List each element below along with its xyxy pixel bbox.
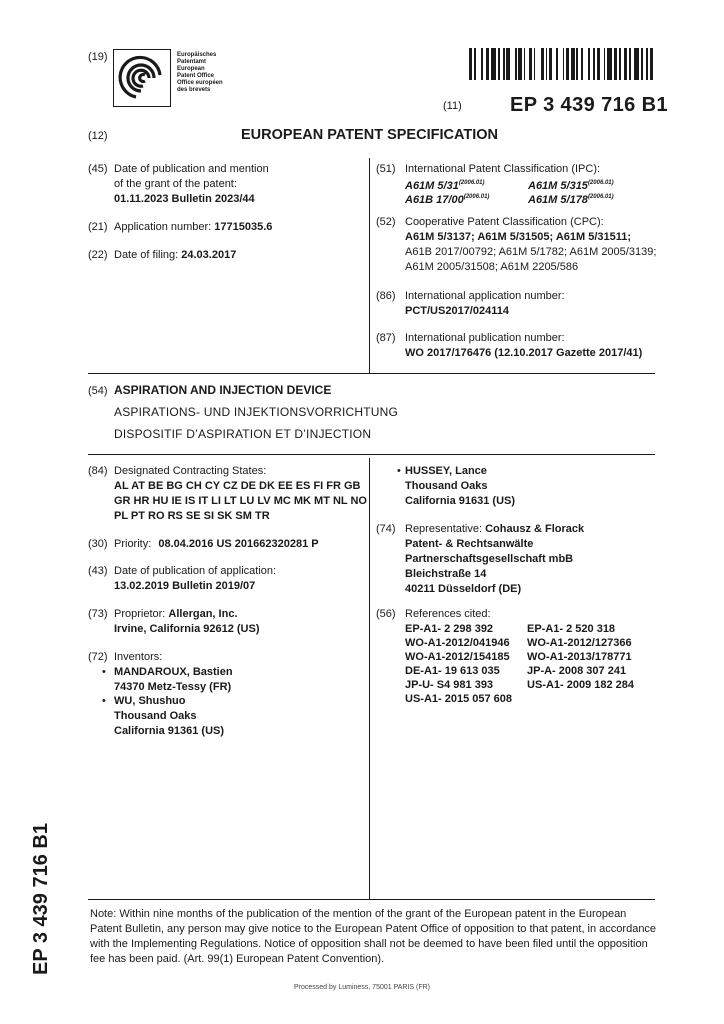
references-label: References cited:	[405, 608, 491, 620]
ipc-class	[405, 190, 489, 208]
intl-publication-label: International publication number:	[405, 332, 565, 344]
epo-logo	[113, 49, 171, 107]
inid-code-56: (56)	[376, 608, 396, 620]
grant-date-label-2: of the grant of the patent:	[114, 178, 237, 190]
inid-code-73: (73)	[88, 608, 108, 620]
inid-code-54: (54)	[88, 385, 108, 397]
office-line: Patentamt	[177, 59, 207, 65]
intl-application-label: International application number:	[405, 290, 565, 302]
proprietor	[114, 607, 238, 622]
intl-publication-value: WO 2017/176476 (12.10.2017 Gazette 2017/41)	[405, 347, 643, 359]
filing-date	[114, 248, 236, 263]
inid-code-74: (74)	[376, 523, 396, 535]
application-number-value: 17715035.6	[214, 221, 273, 233]
office-line: Patent Office	[177, 73, 215, 79]
inid-code-86: (86)	[376, 290, 396, 302]
inventor-name: WU, Shushuo	[114, 695, 186, 707]
ipc-version: (2006.01)	[463, 194, 490, 200]
barcode-bar	[653, 48, 655, 80]
reference-cited: JP-A- 2008 307 241	[527, 665, 627, 677]
section-divider	[88, 899, 655, 900]
epo-logo-icon	[114, 50, 170, 106]
inventor-address: California 91361 (US)	[114, 725, 225, 737]
proprietor-name: Allergan, Inc.	[168, 608, 238, 620]
inid-code-43: (43)	[88, 565, 108, 577]
ipc-class-code: A61M 5/178	[528, 194, 588, 206]
section-divider	[88, 373, 655, 374]
inid-code-12: (12)	[88, 130, 108, 142]
inventor-address: California 91631 (US)	[405, 495, 516, 507]
bullet: •	[397, 465, 401, 477]
inid-code-87: (87)	[376, 332, 396, 344]
designated-states-line: AL AT BE BG CH CY CZ DE DK EE ES FI FR GB	[114, 480, 361, 492]
inid-code-22: (22)	[88, 249, 108, 261]
inventors-label: Inventors:	[114, 651, 163, 663]
priority	[114, 537, 319, 552]
representative-label: Representative:	[405, 523, 483, 535]
representative-name: Cohausz & Florack	[485, 523, 585, 535]
reference-cited: WO-A1-2012/154185	[405, 651, 510, 663]
side-publication-number: EP 3 439 716 B1	[30, 823, 52, 975]
ipc-class	[528, 190, 614, 208]
reference-cited: DE-A1- 19 613 035	[405, 665, 500, 677]
ipc-version: (2006.01)	[587, 180, 614, 186]
inventor-address: 74370 Metz-Tessy (FR)	[114, 681, 232, 693]
reference-cited: US-A1- 2009 182 284	[527, 679, 635, 691]
reference-cited: EP-A1- 2 298 392	[405, 623, 494, 635]
designated-states-label: Designated Contracting States:	[114, 465, 267, 477]
ipc-version: (2006.01)	[458, 180, 485, 186]
inid-code-21: (21)	[88, 221, 108, 233]
intl-application-value: PCT/US2017/024114	[405, 305, 509, 317]
proprietor-label: Proprietor:	[114, 608, 166, 620]
inid-code-52: (52)	[376, 216, 396, 228]
inid-code-11: (11)	[443, 100, 462, 112]
inid-code-72: (72)	[88, 651, 108, 663]
application-number-label: Application number:	[114, 221, 212, 233]
representative-line: Patent- & Rechtsanwälte	[405, 538, 534, 550]
epo-office-names	[177, 52, 223, 94]
section-divider	[88, 454, 655, 455]
barcode	[469, 48, 655, 80]
cpc-main: A61M 5/3137; A61M 5/31505; A61M 5/31511;	[405, 231, 632, 243]
representative-line: Bleichstraße 14	[405, 568, 487, 580]
office-line: des brevets	[177, 87, 211, 93]
document-type: EUROPEAN PATENT SPECIFICATION	[241, 127, 498, 143]
cpc-label: Cooperative Patent Classification (CPC):	[405, 216, 604, 228]
title-french: DISPOSITIF D’ASPIRATION ET D’INJECTION	[114, 427, 372, 441]
bullet: •	[102, 666, 106, 678]
inventor-name: MANDAROUX, Bastien	[114, 666, 233, 678]
title-german: ASPIRATIONS- UND INJEKTIONSVORRICHTUNG	[114, 405, 399, 419]
column-divider	[369, 158, 370, 373]
representative-line: 40211 Düsseldorf (DE)	[405, 583, 522, 595]
ipc-class-code: A61M 5/315	[528, 180, 588, 192]
application-publication-value: 13.02.2019 Bulletin 2019/07	[114, 580, 256, 592]
ipc-class-code: A61M 5/31	[405, 180, 459, 192]
reference-cited: WO-A1-2013/178771	[527, 651, 632, 663]
ipc-class-code: A61B 17/00	[405, 194, 464, 206]
reference-cited: WO-A1-2012/127366	[527, 637, 632, 649]
title-english: ASPIRATION AND INJECTION DEVICE	[114, 383, 332, 397]
inventor-address: Thousand Oaks	[114, 710, 197, 722]
inid-code-51: (51)	[376, 163, 396, 175]
grant-date-value: 01.11.2023 Bulletin 2023/44	[114, 193, 255, 205]
inid-code-84: (84)	[88, 465, 108, 477]
priority-label: Priority:	[114, 538, 152, 550]
bullet: •	[102, 695, 106, 707]
publication-number: EP 3 439 716 B1	[510, 94, 668, 116]
application-number	[114, 220, 272, 235]
ipc-label: International Patent Classification (IPC):	[405, 163, 601, 175]
grant-date-label-1: Date of publication and mention	[114, 163, 269, 175]
proprietor-address: Irvine, California 92612 (US)	[114, 623, 260, 635]
ipc-version: (2006.01)	[587, 194, 614, 200]
reference-cited: JP-U- S4 981 393	[405, 679, 494, 691]
reference-cited: US-A1- 2015 057 608	[405, 693, 513, 705]
representative-line: Partnerschaftsgesellschaft mbB	[405, 553, 574, 565]
reference-cited: EP-A1- 2 520 318	[527, 623, 616, 635]
designated-states-line: GR HR HU IE IS IT LI LT LU LV MC MK MT NL NO	[114, 495, 367, 507]
inventor-address: Thousand Oaks	[405, 480, 488, 492]
inid-code-19: (19)	[88, 51, 108, 63]
application-publication-label: Date of publication of application:	[114, 565, 277, 577]
office-line: Office européen	[177, 80, 223, 86]
inid-code-30: (30)	[88, 538, 108, 550]
office-line: European	[177, 66, 205, 72]
filing-date-value: 24.03.2017	[181, 249, 237, 261]
office-line: Europäisches	[177, 52, 217, 58]
inventor-name: HUSSEY, Lance	[405, 465, 487, 477]
footer-processor: Processed by Luminess, 75001 PARIS (FR)	[293, 984, 431, 991]
cpc-line: A61M 2005/31508; A61M 2205/586	[405, 261, 579, 273]
priority-value: 08.04.2016 US 201662320281 P	[158, 538, 319, 550]
representative	[405, 522, 584, 537]
cpc-line: A61B 2017/00792; A61M 5/1782; A61M 2005/3139;	[405, 246, 657, 258]
opposition-note: Note: Within nine months of the publication of the mention of the grant of the European patent in the European Patent Bulletin, any person may give notice to the European Patent Office of opposition to that patent, in accordance with the Implementing Regulations. Notice of opposition shall not be deemed to have been filed until the opposition fee has been paid. (Art. 99(1) European Patent Convention).	[90, 908, 657, 965]
reference-cited: WO-A1-2012/041946	[405, 637, 510, 649]
designated-states-line: PL PT RO RS SE SI SK SM TR	[114, 510, 270, 522]
column-divider	[369, 458, 370, 899]
filing-date-label: Date of filing:	[114, 249, 179, 261]
inid-code-45: (45)	[88, 163, 108, 175]
